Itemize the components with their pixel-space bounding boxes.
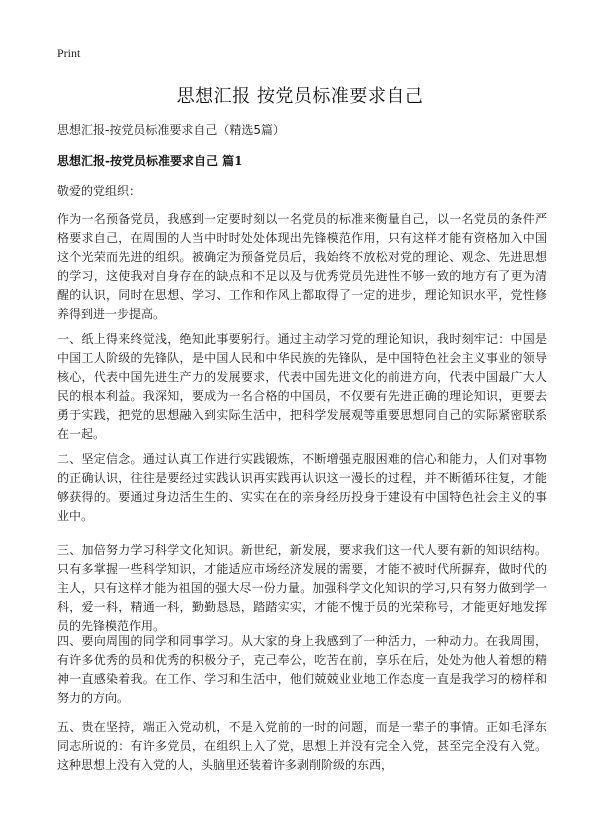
- document-subtitle: 思想汇报-按党员标准要求自己（精选5篇）: [57, 123, 285, 137]
- print-link[interactable]: Print: [57, 46, 81, 60]
- paragraph-point-1: 一、纸上得来终觉浅，绝知此事要躬行。通过主动学习党的理论知识，我时刻牢记：中国是中国工人阶级的先锋队，是中国人民和中华民族的先锋队，是中国特色社会主义事业的领导核心，代表中国先进生产力的发展要求，代表中国先进文化的前进方向，代表中国最广大人民的根本利益。我深知，要成为一名合格的中国员，不仅要有先进正确的理论知识，更要去勇于实践，把党的思想融入到实际生活中，把科学发展观等重要思想同自己的实际紧密联系在一起。: [57, 332, 547, 441]
- section-heading: 思想汇报-按党员标准要求自己 篇1: [57, 154, 243, 168]
- paragraph-intro: 作为一名预备党员，我感到一定要时刻以一名党员的标准来衡量自己，以一名党员的条件严格要求自己，在周围的人当中时时处处体现出先锋模范作用，只有这样才能有资格加入中国这个光荣而先进的组织。被确定为预备党员后，我始终不放松对党的理论、观念、先进思想的学习，这使我对自身存在的缺点和不足以及与优秀党员先进性不够一致的地方有了更为清醒的认识，同时在思想、学习、工作和作风上都取得了一定的进步，理论知识水平，党性修养得到进一步提高。: [57, 212, 547, 321]
- paragraph-point-4: 四、要向周围的同学和同事学习。从大家的身上我感到了一种活力，一种动力。在我周围，有许多优秀的员和优秀的积极分子，克己奉公，吃苦在前，享乐在后，处处为他人着想的精神一直感染着我。在工作、学习和生活中，他们兢兢业业地工作态度一直是我学习的榜样和努力的方向。: [57, 634, 547, 705]
- paragraph-point-3: 三、加倍努力学习科学文化知识。新世纪，新发展，要求我们这一代人要有新的知识结构。只有多掌握一些科学知识，才能适应市场经济发展的需要，才能不被时代所摒弃，做时代的主人，只有这样才能为祖国的强大尽一份力量。加强科学文化知识的学习,只有努力做到学一科，爱一科，精通一科，勤勤恳恳，踏踏实实，才能不愧于员的光荣称号，才能更好地发挥员的先锋模范作用。: [57, 543, 547, 633]
- paragraph-point-5: 五、贵在坚持，端正入党动机，不是入党前的一时的问题，而是一辈子的事情。正如毛泽东同志所说的：有许多党员，在组织上入了党，思想上并没有完全入党，甚至完全没有入党。这种思想上没有入党的人，头脑里还装着许多剥削阶级的东西，: [57, 720, 547, 772]
- page-title: 思想汇报 按党员标准要求自己: [176, 86, 424, 107]
- greeting: 敬爱的党组织：: [57, 184, 142, 198]
- paragraph-point-2: 二、坚定信念。通过认真工作进行实践锻炼，不断增强克服困难的信心和能力，人们对事物的正确认识，往往是要经过实践认识再实践再认识这一漫长的过程，并不断循环往复，才能够获得的。要通过身边活生生的、实实在在的亲身经历投身于建设有中国特色社会主义的事业中。: [57, 452, 547, 523]
